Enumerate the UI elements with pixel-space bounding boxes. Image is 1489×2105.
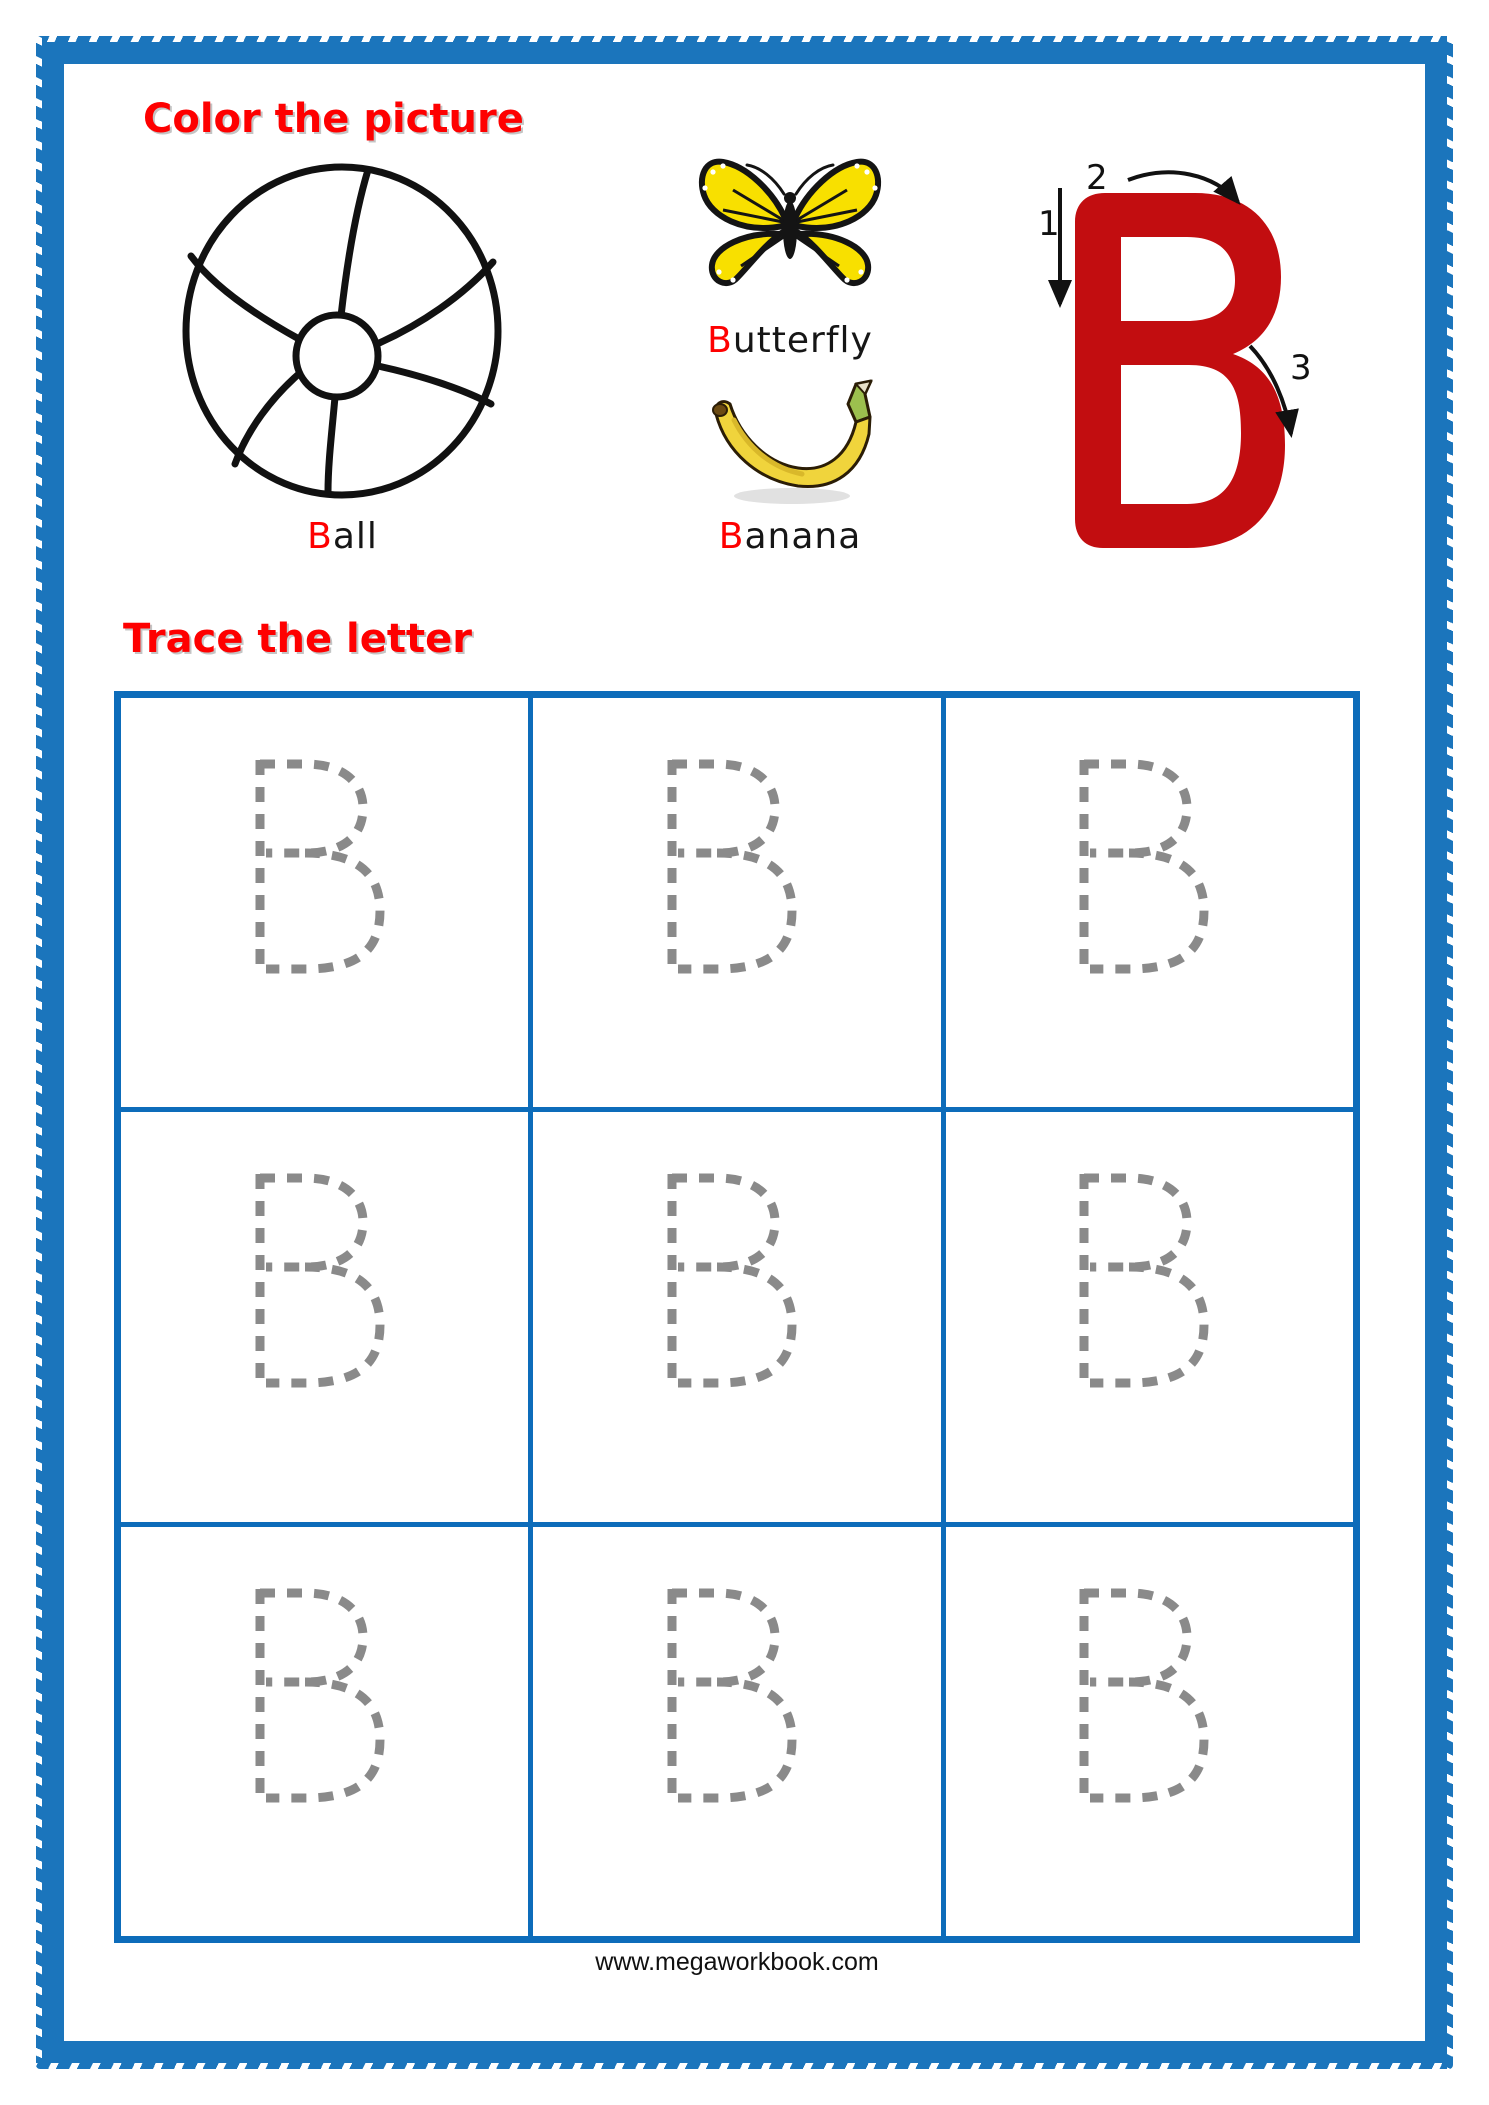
- banana-caption: [690, 516, 890, 557]
- butterfly-caption-first-letter: B: [707, 320, 733, 361]
- banana-image: [700, 372, 880, 516]
- trace-letter-b-dashed: [1074, 1583, 1224, 1808]
- trace-grid: [114, 691, 1360, 1943]
- stroke-order-arrows: [1030, 158, 1330, 562]
- banana-drawing: [700, 372, 880, 512]
- trace-letter-b-dashed: [1074, 754, 1224, 979]
- trace-cell[interactable]: [533, 698, 940, 1107]
- stroke-step-1: 1: [1038, 204, 1060, 244]
- butterfly-caption: [690, 320, 890, 361]
- butterfly-drawing: [693, 150, 887, 300]
- ball-caption: [175, 516, 510, 557]
- footer-url: www.megaworkbook.com: [595, 1948, 879, 1976]
- trace-letter-b-dashed: [662, 754, 812, 979]
- trace-section-heading: Trace the letter: [123, 616, 472, 662]
- trace-letter-b-dashed: [250, 754, 400, 979]
- trace-letter-b-dashed: [250, 1168, 400, 1393]
- ball-caption-first-letter: B: [307, 516, 333, 557]
- butterfly-image: [693, 150, 887, 304]
- stroke-step-3: 3: [1290, 348, 1312, 388]
- trace-cell[interactable]: [946, 1112, 1353, 1521]
- butterfly-caption-rest: utterfly: [732, 320, 873, 361]
- beach-ball-image: [175, 158, 510, 510]
- trace-cell[interactable]: [121, 1527, 528, 1936]
- trace-letter-b-dashed: [250, 1583, 400, 1808]
- trace-cell[interactable]: [946, 698, 1353, 1107]
- banana-caption-rest: anana: [744, 516, 862, 557]
- trace-cell[interactable]: [533, 1527, 940, 1936]
- ball-caption-rest: all: [332, 516, 378, 557]
- trace-cell[interactable]: [121, 1112, 528, 1521]
- trace-letter-b-dashed: [662, 1583, 812, 1808]
- stroke-step-2: 2: [1086, 158, 1108, 198]
- banana-caption-first-letter: B: [718, 516, 745, 557]
- trace-cell[interactable]: [946, 1527, 1353, 1936]
- trace-letter-b-dashed: [1074, 1168, 1224, 1393]
- beach-ball-drawing: [175, 158, 510, 506]
- trace-letter-b-dashed: [662, 1168, 812, 1393]
- trace-cell[interactable]: [533, 1112, 940, 1521]
- trace-cell[interactable]: [121, 698, 528, 1107]
- letter-guide: [1030, 158, 1330, 562]
- color-section-heading: Color the picture: [143, 96, 524, 142]
